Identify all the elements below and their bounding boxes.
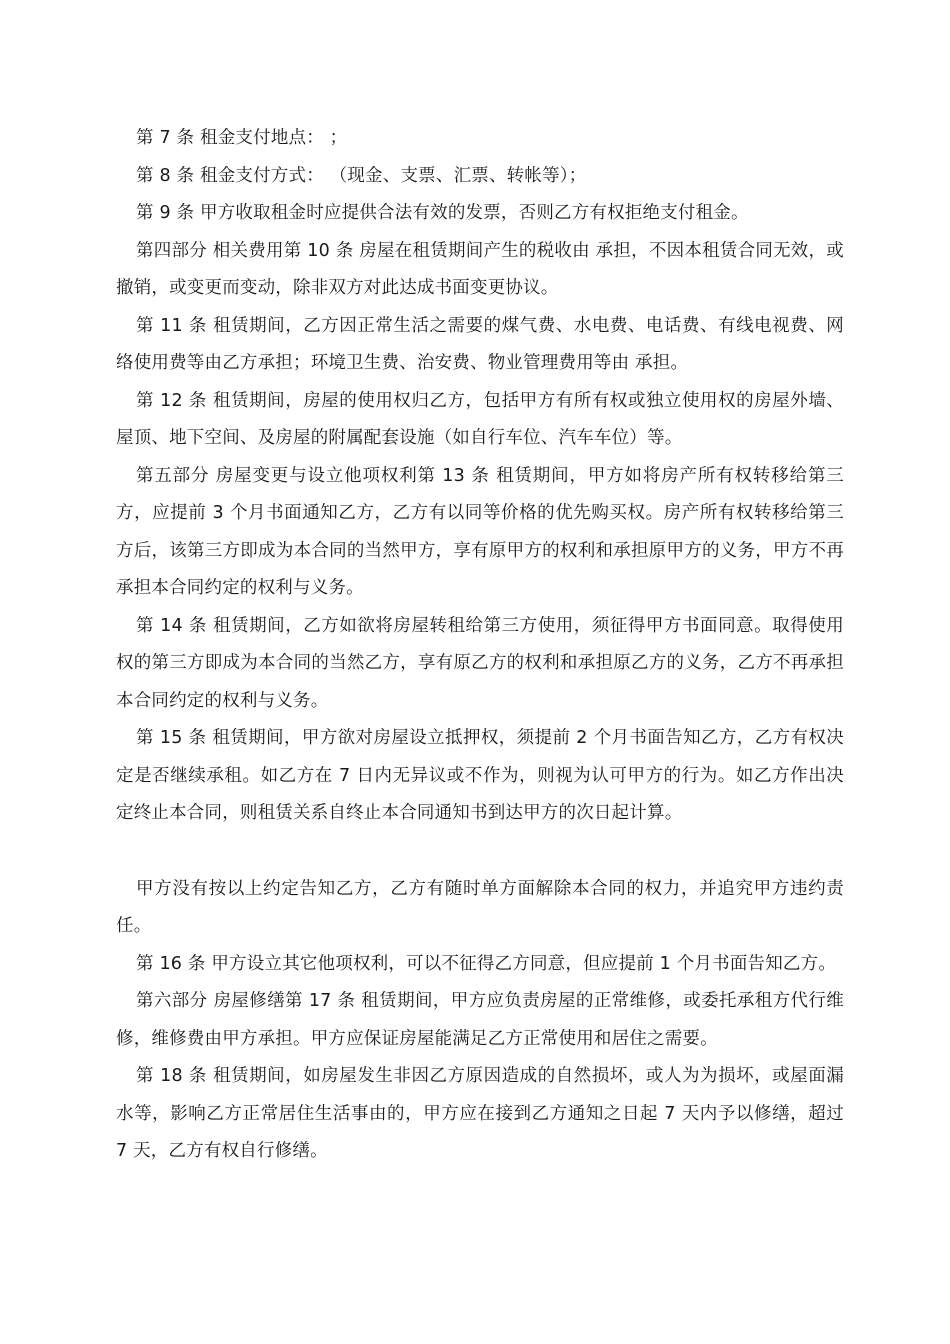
clause-10: 第四部分 相关费用第 10 条 房屋在租赁期间产生的税收由 承担，不因本租赁合同无效，或撤销，或变更而变动，除非双方对此达成书面变更协议。: [116, 240, 844, 298]
clause-8: 第 8 条 租金支付方式： （现金、支票、汇票、转帐等）；: [136, 165, 587, 186]
clause-9: 第 9 条 甲方收取租金时应提供合法有效的发票，否则乙方有权拒绝支付租金。: [136, 203, 749, 223]
paragraph-gap: [116, 833, 844, 871]
clause-17: 第六部分 房屋修缮第 17 条 租赁期间，甲方应负责房屋的正常维修，或委托承租方代行维修，维修费由甲方承担。甲方应保证房屋能满足乙方正常使用和居住之需要。: [116, 991, 844, 1049]
clause-16: 第 16 条 甲方设立其它他项权利，可以不征得乙方同意，但应提前 1 个月书面告知乙方。: [136, 953, 837, 974]
clause-18: 第 18 条 租赁期间，如房屋发生非因乙方原因造成的自然损坏，或人为为损坏，或屋面漏水等，影响乙方正常居住生活事由的，甲方应在接到乙方通知之日起 7 天内予以修缮，超过 7 天，乙方有权自行修缮。: [116, 1066, 844, 1161]
clause-15: 第 15 条 租赁期间，甲方欲对房屋设立抵押权，须提前 2 个月书面告知乙方，乙方有权决定是否继续承租。如乙方在 7 日内无异议或不作为，则视为认可甲方的行为。如乙方作出决定终止本合同，则租赁关系自终止本合同通知书到达甲方的次日起计算。: [116, 728, 844, 823]
clause-15-continuation: 甲方没有按以上约定告知乙方，乙方有随时单方面解除本合同的权力，并追究甲方违约责任。: [116, 878, 844, 936]
clause-11: 第 11 条 租赁期间，乙方因正常生活之需要的煤气费、水电费、电话费、有线电视费、网络使用费等由乙方承担；环境卫生费、治安费、物业管理费用等由 承担。: [116, 315, 844, 373]
clause-7: 第 7 条 租金支付地点： ；: [136, 128, 348, 148]
document-page: [116, 120, 844, 1171]
clause-14: 第 14 条 租赁期间，乙方如欲将房屋转租给第三方使用，须征得甲方书面同意。取得使用权的第三方即成为本合同的当然乙方，享有原乙方的权利和承担原乙方的义务，乙方不再承担本合同约定的权利与义务。: [116, 615, 844, 711]
clause-12: 第 12 条 租赁期间，房屋的使用权归乙方，包括甲方有所有权或独立使用权的房屋外墙、屋顶、地下空间、及房屋的附属配套设施（如自行车位、汽车车位）等。: [116, 390, 844, 448]
clause-13: 第五部分 房屋变更与设立他项权利第 13 条 租赁期间，甲方如将房产所有权转移给第三方，应提前 3 个月书面通知乙方，乙方有以同等价格的优先购买权。房产所有权转移给第三方后，该第三方即成为本合同的当然甲方，享有原甲方的权利和承担原甲方的义务，甲方不再承担本合同约定的权利与义务。: [116, 465, 844, 598]
